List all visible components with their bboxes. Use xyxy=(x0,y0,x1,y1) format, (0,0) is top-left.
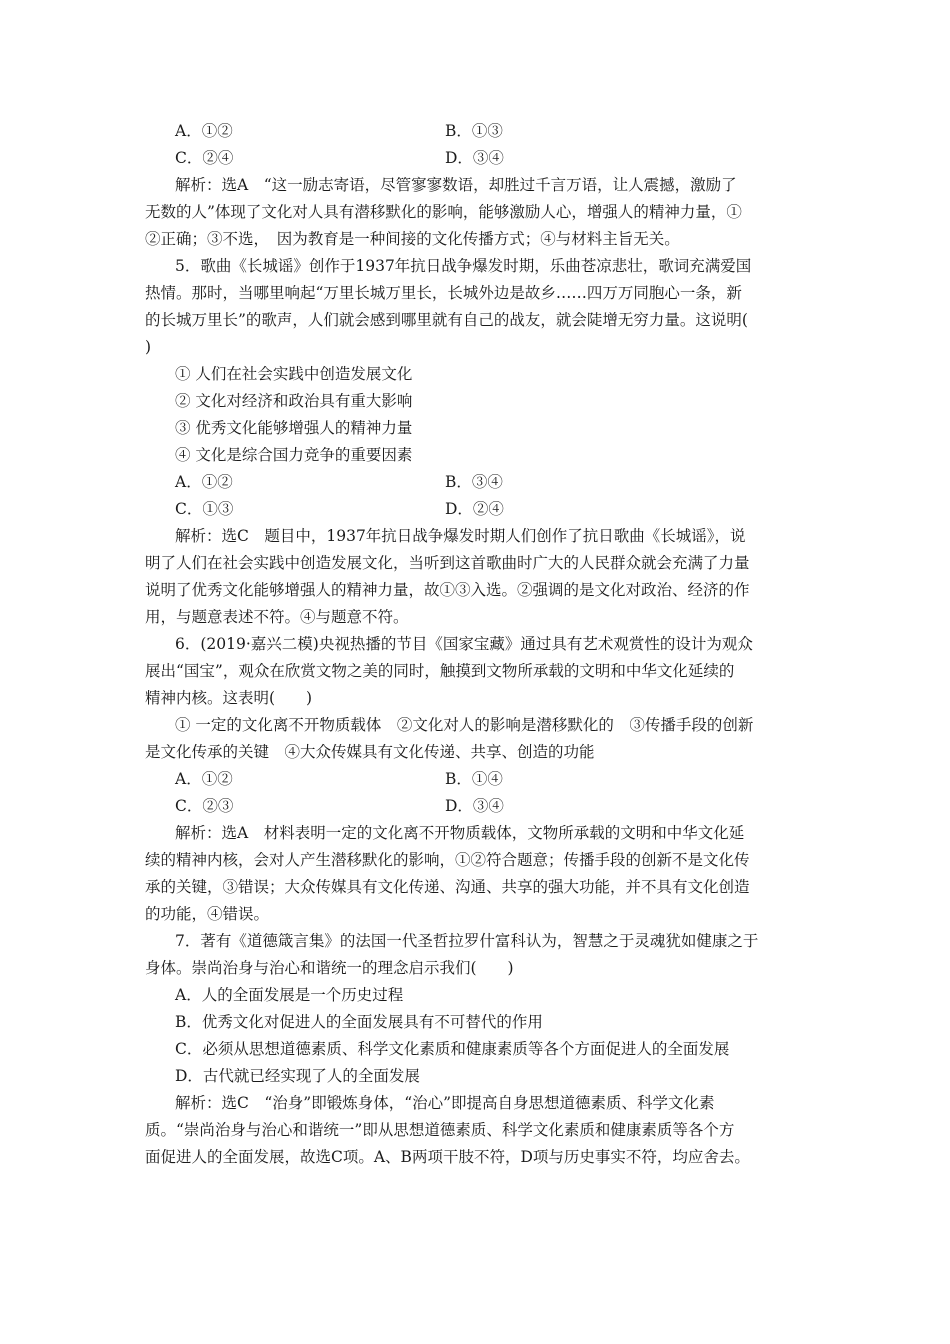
q4-option-a: A．①② xyxy=(175,122,233,140)
q4-options-row-2 xyxy=(145,145,805,172)
q6-analysis-line: 承的关键，③错误；大众传媒具有文化传递、沟通、共享的强大功能，并不具有文化创造 xyxy=(145,878,750,896)
q5-stem-line: 5．歌曲《长城谣》创作于1937年抗日战争爆发时期，乐曲苍凉悲壮，歌词充满爱国 xyxy=(175,257,752,275)
q7-stem-line: 7．著有《道德箴言集》的法国一代圣哲拉罗什富科认为，智慧之于灵魂犹如健康之于 xyxy=(175,932,759,950)
q6-options-row-1 xyxy=(145,766,805,793)
q5-statement: ① 人们在社会实践中创造发展文化 xyxy=(175,365,413,383)
q4-option-b: B．①③ xyxy=(445,122,503,140)
q6-option-b: B．①④ xyxy=(445,770,503,788)
q6-stem-line: 6．(2019·嘉兴二模)央视热播的节目《国家宝藏》通过具有艺术观赏性的设计为观众 xyxy=(175,635,753,653)
q6-options-row-2 xyxy=(145,793,805,820)
q7-stem-line: 身体。崇尚治身与治心和谐统一的理念启示我们( ) xyxy=(145,959,514,977)
q5-analysis-line: 解析：选C 题目中，1937年抗日战争爆发时期人们创作了抗日歌曲《长城谣》，说 xyxy=(175,527,746,545)
q7-option-d: D．古代就已经实现了人的全面发展 xyxy=(175,1067,420,1085)
q5-stem-line: ) xyxy=(145,338,152,356)
q6-analysis-line: 解析：选A 材料表明一定的文化离不开物质载体，文物所承载的文明和中华文化延 xyxy=(175,824,745,842)
q5-statement: ③ 优秀文化能够增强人的精神力量 xyxy=(175,419,413,437)
q6-statements-line: ① 一定的文化离不开物质载体 ②文化对人的影响是潜移默化的 ③传播手段的创新 xyxy=(175,716,754,734)
q4-analysis-line: 解析：选A “这一励志寄语，尽管寥寥数语，却胜过千言万语，让人震撼，激励了 xyxy=(175,176,737,194)
q4-analysis-line: ②正确；③不选， 因为教育是一种间接的文化传播方式；④与材料主旨无关。 xyxy=(145,230,680,248)
q7-analysis-line: 面促进人的全面发展，故选C项。A、B两项干肢不符，D项与历史事实不符，均应舍去。 xyxy=(145,1148,750,1166)
q6-stem-line: 展出“国宝”，观众在欣赏文物之美的同时，触摸到文物所承载的文明和中华文化延续的 xyxy=(145,662,735,680)
q6-stem-line: 精神内核。这表明( ) xyxy=(145,689,313,707)
q6-option-a: A．①② xyxy=(175,770,233,788)
q6-analysis-line: 的功能，④错误。 xyxy=(145,905,270,923)
q5-option-b: B．③④ xyxy=(445,473,503,491)
q5-analysis-line: 明了人们在社会实践中创造发展文化，当听到这首歌曲时广大的人民群众就会充满了力量 xyxy=(145,554,750,572)
document-page xyxy=(145,118,805,1171)
q6-option-c: C．②③ xyxy=(175,797,234,815)
q6-statements-line: 是文化传承的关键 ④大众传媒具有文化传递、共享、创造的功能 xyxy=(145,743,595,761)
q7-analysis-line: 解析：选C “治身”即锻炼身体，“治心”即提高自身思想道德素质、科学文化素 xyxy=(175,1094,715,1112)
q7-option-c: C．必须从思想道德素质、科学文化素质和健康素质等各个方面促进人的全面发展 xyxy=(175,1040,730,1058)
q5-statement: ④ 文化是综合国力竞争的重要因素 xyxy=(175,446,413,464)
q6-analysis-line: 续的精神内核，会对人产生潜移默化的影响，①②符合题意；传播手段的创新不是文化传 xyxy=(145,851,750,869)
q5-options-row-2 xyxy=(145,496,805,523)
q5-stem-line: 热情。那时，当哪里响起“万里长城万里长，长城外边是故乡……四万万同胞心一条，新 xyxy=(145,284,742,302)
q5-option-a: A．①② xyxy=(175,473,233,491)
q4-option-d: D．③④ xyxy=(445,149,504,167)
q5-option-c: C．①③ xyxy=(175,500,234,518)
q5-analysis-line: 用，与题意表述不符。④与题意不符。 xyxy=(145,608,409,626)
q5-analysis-line: 说明了优秀文化能够增强人的精神力量，故①③入选。②强调的是文化对政治、经济的作 xyxy=(145,581,750,599)
q5-statement: ② 文化对经济和政治具有重大影响 xyxy=(175,392,413,410)
q5-stem-line: 的长城万里长”的歌声，人们就会感到哪里就有自己的战友，就会陡增无穷力量。这说明( xyxy=(145,311,748,329)
q5-option-d: D．②④ xyxy=(445,500,504,518)
q4-options-row-1 xyxy=(145,118,805,145)
q7-option-a: A．人的全面发展是一个历史过程 xyxy=(175,986,404,1004)
q6-option-d: D．③④ xyxy=(445,797,504,815)
q4-analysis-line: 无数的人”体现了文化对人具有潜移默化的影响，能够激励人心，增强人的精神力量，① xyxy=(145,203,742,221)
q4-option-c: C．②④ xyxy=(175,149,234,167)
q5-options-row-1 xyxy=(145,469,805,496)
q7-option-b: B．优秀文化对促进人的全面发展具有不可替代的作用 xyxy=(175,1013,543,1031)
q7-analysis-line: 质。“崇尚治身与治心和谐统一”即从思想道德素质、科学文化素质和健康素质等各个方 xyxy=(145,1121,735,1139)
